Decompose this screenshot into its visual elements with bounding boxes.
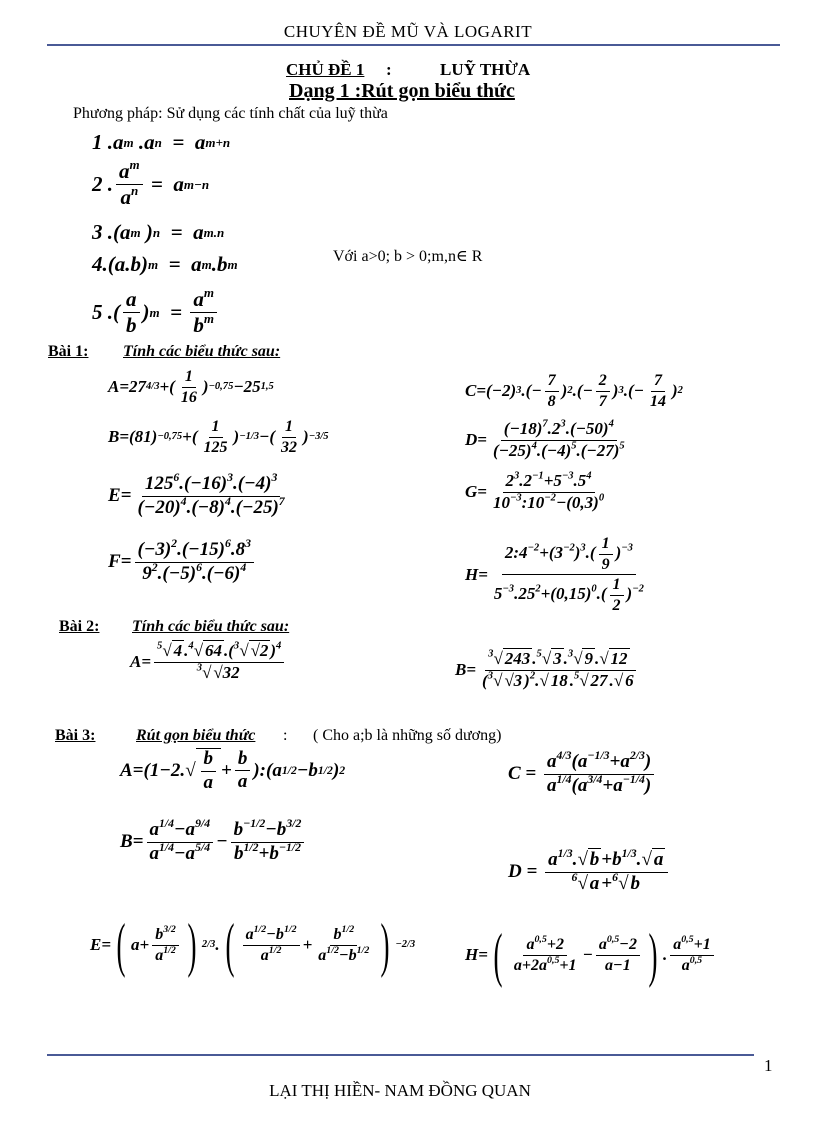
bai1-expr-C: C=(−2) 3 .(− $\frac{7}{8}$ ) 2 .(− $\frac{2}{7}$ ) 3 .(− $\frac{7}{14}$ ) 2 [465,372,683,410]
property-number: 5 [92,300,103,325]
bai1-expr-B: B=(81) −0,75 +( $\frac{1}{125}$ ) −1/3 −( $\frac{1}{32}$ ) −3/5 [108,418,329,456]
bai3-label: Bài 3: [55,727,96,744]
footer-author: LẠI THỊ HIỀN- NAM ĐỒNG QUAN [269,1081,531,1100]
footer-rule [47,1054,754,1056]
bai3-colon: : [283,727,288,744]
page-header: CHUYÊN ĐỀ MŨ VÀ LOGARIT [283,22,533,41]
chapter-title: LUỸ THỪA [440,60,531,79]
bai3-expr-E: E= ( a+ $\frac{b^{3/2}}{a^{1/2}}$ ) 2/3 . ( $\frac{a^{1/2}-b^{1/2}}{a^{1/2}}$ + $\frac{b^{1/2}}{a^{1/2}-b^{1/2}}$ ) −2/3 [90,912,416,978]
property-5: 5 .( $\frac{a}{b}$ ) m = $\frac{a^m}{b^m}$ [92,288,220,337]
bai2-expr-B: B= $\frac{^3√ 243 .^5√ 3 .^3√ 9 .√ 12}{(^3√ √3 )^2.√ 18 .^5√ 27 .√ 6}$ [455,648,634,690]
section-title: Dạng 1 :Rút gọn biểu thức [289,80,515,102]
bai2-label: Bài 2: [59,618,100,635]
bai3-note: ( Cho a;b là những số dương) [313,727,502,744]
property-4: 4 .(a.b) m = a m .b m [92,252,238,276]
chapter-label: CHỦ ĐỀ 1 [286,60,365,79]
property-number: 3 [92,220,103,244]
property-1: 1 .a m .a n = a m+n [92,130,231,154]
bai1-title: Tính các biểu thức sau: [123,343,281,360]
bai2-expr-A: A= $\frac{^5√ 4 .^4√ 64 .(^3√ √2 )^4}{^3√ √32}$ [130,642,287,682]
bai3-expr-A: A=(1−2.√ $\frac{b}{a}$ + $\frac{b}{a}$ ):(a 1/2 −b 1/2 ) 2 [120,747,346,793]
bai1-expr-E: E= $\frac{125^6.(-16)^3.(-4)^3}{(-20)^4.(-8)^4.(-25)^7}$ [108,470,285,518]
property-number: 2 [92,172,103,197]
bai3-title: Rút gọn biểu thức [136,727,256,744]
bai1-expr-A: A=27 4/3 +( $\frac{1}{16}$ ) −0,75 −25 1,5 [108,368,274,406]
chapter-colon: : [386,60,392,79]
bai1-expr-F: F= $\frac{(-3)^2.(-15)^6.8^3}{9^2.(-5)^6.(-6)^4}$ [108,540,257,585]
property-condition: Với a>0; b > 0;m,n∈ R [333,248,483,265]
bai3-expr-D: D = $\frac{a^{1/3}.√ b +b^{1/3}.√ a}{^6√ a +^6√ b}$ [508,850,671,895]
bai1-label: Bài 1: [48,343,89,360]
property-3: 3 .(a m ) n = a m.n [92,220,225,244]
bai3-expr-C: C = $\frac{a^{4/3}(a^{-1/3}+a^{2/3})}{a^{1/4}(a^{3/4}+a^{-1/4})}$ [508,752,657,797]
header-rule [47,44,780,46]
property-number: 1 [92,130,103,154]
bai1-expr-G: G= $\frac{2^3.2^{-1}+5^{-3}.5^4}{10^{-3}:10^{-2}-(0,3)^0}$ [465,470,605,512]
property-2: 2 . $\frac{a^m}{a^n}$ = a m−n [92,156,210,210]
bai1-expr-D: D= $\frac{(-18)^7.2^3.(-50)^4}{(-25)^4.(-4)^5.(-27)^5}$ [465,418,625,460]
bai2-title: Tính các biểu thức sau: [132,618,290,635]
method-text: Phương pháp: Sử dụng các tính chất của luỹ thừa [73,105,388,122]
bai3-expr-B: B= $\frac{a^{1/4}-a^{9/4}}{a^{1/4}-a^{5/4}}$ − $\frac{b^{-1/2}-b^{3/2}}{b^{1/2}+b^{-1/2}}$ [120,820,307,865]
property-number: 4 [92,252,103,276]
bai1-expr-H: H= $2:4^{-2}+(3^{-2})^3$.( $\frac{1}{9}$ )$^{-3}$ $5^{-3}.25^2+(0,15)^0$.( $\frac{1}{2}$ )$^{-2}$ [465,535,644,614]
bai3-expr-H: H= ( $\frac{a^{0,5}+2}{a+2a^{0,5}+1}$ − $\frac{a^{0,5}-2}{a-1}$ ) . $\frac{a^{0,5}+1}{a^{0,5}}$ [465,925,717,985]
page-number: 1 [764,1056,773,1075]
